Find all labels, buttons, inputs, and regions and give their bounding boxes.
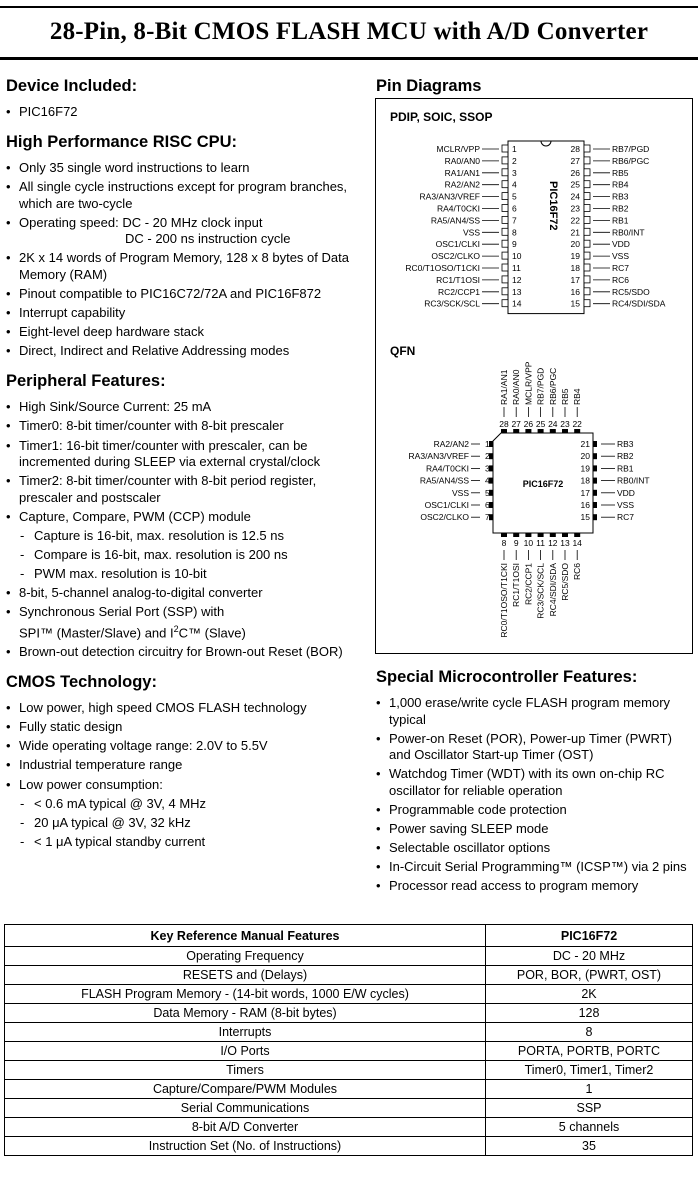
feature-cell: Instruction Set (No. of Instructions) bbox=[5, 1137, 486, 1156]
pin-pad bbox=[502, 264, 508, 271]
table-row bbox=[5, 985, 693, 1004]
pin-pad bbox=[502, 157, 508, 164]
column-header: Key Reference Manual Features bbox=[5, 925, 486, 947]
feature-cell: I/O Ports bbox=[5, 1042, 486, 1061]
pin-pad bbox=[502, 240, 508, 247]
pin-number: 21 bbox=[570, 227, 580, 238]
device-heading: Device Included: bbox=[6, 77, 138, 95]
pin-number: 2 bbox=[512, 155, 517, 166]
pin-pad bbox=[525, 533, 531, 537]
pin-number: 13 bbox=[512, 286, 522, 297]
key-features-table bbox=[4, 924, 693, 1156]
pin-label-left: RA4/T0CKI bbox=[437, 203, 480, 214]
list-item: • Processor read access to program memory bbox=[376, 878, 694, 895]
pin-pad bbox=[502, 228, 508, 235]
pin-label-left: RA4/T0CKI bbox=[426, 463, 469, 474]
speed-line-2: DC - 200 ns instruction cycle bbox=[125, 231, 291, 247]
pin-label-left: RA1/AN1 bbox=[444, 167, 480, 178]
list-item: • Brown-out detection circuitry for Brown-out Reset (BOR) bbox=[6, 644, 366, 661]
pin-pad bbox=[584, 276, 590, 283]
list-item: • All single cycle instructions except for program branches, which are two-cycle bbox=[6, 179, 366, 212]
ssp-superscript: 2 bbox=[173, 623, 179, 634]
pin-number: 19 bbox=[570, 251, 580, 262]
pin-pad bbox=[584, 240, 590, 247]
pin-number: 14 bbox=[512, 298, 522, 309]
pin-number: 28 bbox=[499, 419, 509, 429]
list-subitem: - 20 μA typical @ 3V, 32 kHz bbox=[6, 815, 366, 832]
pin-pad bbox=[502, 216, 508, 223]
pin-pad bbox=[502, 181, 508, 188]
pin-label-left: RA5/AN4/SS bbox=[419, 475, 469, 486]
pin-pad bbox=[593, 502, 597, 508]
list-item: • Only 35 single word instructions to learn bbox=[6, 160, 366, 177]
pin-number: 3 bbox=[485, 463, 490, 474]
pin-label-right: VDD bbox=[612, 239, 630, 250]
cmos-heading: CMOS Technology: bbox=[6, 673, 157, 692]
table-row bbox=[5, 1118, 693, 1137]
pin-pad bbox=[584, 193, 590, 200]
list-item: • 8-bit, 5-channel analog-to-digital converter bbox=[6, 585, 366, 602]
pin-label-left: OSC2/CLKO bbox=[431, 251, 480, 262]
top-rule bbox=[0, 6, 698, 8]
list-item: • Power-on Reset (POR), Power-up Timer (PWRT) and Oscillator Start-up Timer (OST) bbox=[376, 731, 694, 764]
pin-number: 20 bbox=[570, 239, 580, 250]
feature-cell: RESETS and (Delays) bbox=[5, 966, 486, 985]
pin-pad bbox=[502, 252, 508, 259]
pin-pad bbox=[502, 145, 508, 152]
table-row bbox=[5, 1061, 693, 1080]
pin-number: 1 bbox=[512, 144, 517, 154]
package-label-dip: PDIP, SOIC, SSOP bbox=[390, 110, 493, 124]
pin-number: 11 bbox=[536, 538, 546, 548]
list-item: • Low power, high speed CMOS FLASH technology bbox=[6, 700, 366, 717]
pin-label-left: RC0/T1OSO/T1CKI bbox=[405, 263, 480, 273]
pin-number: 3 bbox=[512, 167, 517, 178]
pin-number: 20 bbox=[580, 451, 590, 462]
pin-number: 19 bbox=[580, 463, 590, 474]
pin-pad bbox=[502, 169, 508, 176]
pin-number: 25 bbox=[535, 419, 546, 429]
table-body bbox=[5, 947, 693, 1156]
pin-label-left: VSS bbox=[451, 487, 469, 498]
pin-number: 1 bbox=[485, 439, 490, 449]
pin-label-right: RB0/INT bbox=[617, 475, 650, 486]
pin-number: 11 bbox=[512, 263, 521, 273]
pin-number: 24 bbox=[570, 191, 580, 202]
list-item: • Eight-level deep hardware stack bbox=[6, 324, 366, 341]
pin-label-left: OSC2/CLKO bbox=[420, 512, 469, 523]
feature-cell: Capture/Compare/PWM Modules bbox=[5, 1080, 486, 1099]
pin-pad bbox=[562, 429, 568, 433]
pin-number: 14 bbox=[572, 538, 582, 548]
pin-number: 18 bbox=[570, 263, 580, 273]
pin-pad bbox=[584, 228, 590, 235]
pin-pad bbox=[502, 276, 508, 283]
chip-label: PIC16F72 bbox=[522, 479, 564, 489]
speed-line-1: Operating speed: DC - 20 MHz clock input bbox=[19, 214, 263, 230]
pin-label-left: RA3/AN3/VREF bbox=[419, 191, 480, 202]
pin-pad bbox=[502, 205, 508, 212]
pin-label-right: RB2 bbox=[612, 203, 629, 214]
pin-label-left: MCLR/VPP bbox=[436, 144, 480, 154]
pin-label-right: VSS bbox=[617, 500, 635, 510]
special-heading: Special Microcontroller Features: bbox=[376, 668, 638, 686]
pin-pad bbox=[538, 533, 544, 537]
pin-label-left: RA3/AN3/VREF bbox=[408, 451, 469, 462]
pin-label-left: RA2/AN2 bbox=[444, 179, 480, 190]
pin-label-right: VDD bbox=[617, 487, 635, 498]
pin-pad bbox=[550, 429, 556, 433]
list-item: • Low power consumption: bbox=[6, 777, 366, 794]
pin-number: 27 bbox=[570, 155, 580, 166]
list-item: • Watchdog Timer (WDT) with its own on-chip RC oscillator for reliable operation bbox=[376, 766, 694, 799]
list-item: • 1,000 erase/write cycle FLASH program memory typical bbox=[376, 695, 694, 728]
pin-label-right: RB1 bbox=[617, 463, 634, 474]
pin-number: 24 bbox=[548, 419, 558, 429]
value-cell: 8 bbox=[486, 1023, 693, 1042]
peripheral-heading: Peripheral Features: bbox=[6, 372, 166, 391]
pin-number: 7 bbox=[512, 215, 517, 226]
pin-number: 25 bbox=[570, 179, 580, 190]
pin-number: 5 bbox=[512, 191, 517, 202]
list-item: • Industrial temperature range bbox=[6, 757, 366, 774]
pin-label-right: RB0/INT bbox=[612, 227, 645, 238]
pin-pad bbox=[513, 533, 519, 537]
pin-number: 26 bbox=[570, 167, 580, 178]
pin-label-left: VSS bbox=[462, 227, 480, 238]
pin-number: 13 bbox=[560, 538, 570, 548]
pin-label-left: RA5/AN4/SS bbox=[430, 215, 480, 226]
pin-number: 26 bbox=[523, 419, 534, 429]
value-cell: 1 bbox=[486, 1080, 693, 1099]
list-item: • High Sink/Source Current: 25 mA bbox=[6, 399, 366, 416]
column-header: PIC16F72 bbox=[486, 925, 693, 947]
pin-label-top: RB7/PGD bbox=[535, 367, 546, 405]
risc-list bbox=[6, 160, 366, 360]
ssp-line-2a: SPI™ (Master/Slave) and I bbox=[19, 625, 174, 641]
table-row bbox=[5, 1099, 693, 1118]
pin-pad bbox=[513, 429, 519, 433]
pin-pad bbox=[584, 216, 590, 223]
pin-number: 22 bbox=[572, 419, 582, 429]
pin-pad bbox=[501, 429, 507, 433]
pin-label-top: RB4 bbox=[572, 388, 583, 405]
list-item: • Wide operating voltage range: 2.0V to 5.5V bbox=[6, 738, 366, 755]
pin-label-bottom: RC1/T1OSI bbox=[511, 563, 522, 607]
pin-number: 22 bbox=[570, 215, 580, 226]
pin-pad bbox=[584, 288, 590, 295]
pin-pad bbox=[502, 300, 508, 307]
pin-number: 12 bbox=[548, 538, 558, 548]
list-item: • Selectable oscillator options bbox=[376, 840, 694, 857]
value-cell: DC - 20 MHz bbox=[486, 947, 693, 966]
list-item: • 2K x 14 words of Program Memory, 128 x 8 bytes of Data Memory (RAM) bbox=[6, 250, 366, 283]
pin-number: 21 bbox=[580, 439, 590, 449]
feature-cell: Timers bbox=[5, 1061, 486, 1080]
value-cell: PORTA, PORTB, PORTC bbox=[486, 1042, 693, 1061]
peripheral-list bbox=[6, 399, 366, 660]
list-item bbox=[6, 215, 366, 248]
pin-number: 16 bbox=[580, 500, 590, 510]
pin-number: 28 bbox=[570, 144, 580, 154]
pin-label-right: RB2 bbox=[617, 451, 634, 462]
list-subitem: - PWM max. resolution is 10-bit bbox=[6, 566, 366, 583]
pin-label-left: OSC1/CLKI bbox=[435, 239, 480, 250]
pin-pad bbox=[584, 252, 590, 259]
pin-label-top: RB6/PGC bbox=[547, 367, 558, 405]
feature-cell: Serial Communications bbox=[5, 1099, 486, 1118]
pin-label-bottom: RC6 bbox=[572, 563, 583, 581]
pin-number: 10 bbox=[523, 538, 534, 548]
pin-label-bottom: RC4/SDI/SDA bbox=[547, 563, 558, 617]
pin-number: 16 bbox=[570, 286, 580, 297]
pin-pad bbox=[502, 288, 508, 295]
pin-label-right: RC6 bbox=[612, 274, 630, 285]
value-cell: POR, BOR, (PWRT, OST) bbox=[486, 966, 693, 985]
special-list bbox=[376, 695, 694, 895]
list-item bbox=[6, 604, 366, 641]
pin-label-right: RC7 bbox=[612, 263, 630, 273]
left-column bbox=[6, 76, 366, 853]
pin-pad bbox=[584, 264, 590, 271]
value-cell: 128 bbox=[486, 1004, 693, 1023]
pin-number: 18 bbox=[580, 475, 590, 486]
pin-pad bbox=[593, 490, 597, 496]
pin-pad bbox=[502, 193, 508, 200]
pin-pad bbox=[584, 205, 590, 212]
pin-number: 12 bbox=[512, 274, 522, 285]
title-rule bbox=[0, 57, 698, 60]
pin-number: 2 bbox=[485, 451, 490, 462]
feature-cell: FLASH Program Memory - (14-bit words, 1000 E/W cycles) bbox=[5, 985, 486, 1004]
table-row bbox=[5, 1080, 693, 1099]
feature-cell: Operating Frequency bbox=[5, 947, 486, 966]
pin-number: 23 bbox=[570, 203, 580, 214]
pin-number: 8 bbox=[512, 227, 517, 238]
list-item: • PIC16F72 bbox=[6, 104, 366, 121]
list-item: • Pinout compatible to PIC16C72/72A and PIC16F872 bbox=[6, 286, 366, 303]
table-row bbox=[5, 966, 693, 985]
table-header-row bbox=[5, 925, 693, 947]
table-row bbox=[5, 1023, 693, 1042]
pin-label-bottom: RC0/T1OSO/T1CKI bbox=[499, 563, 509, 638]
pin-diagram-svg bbox=[376, 99, 692, 653]
qfn-package bbox=[409, 361, 650, 637]
device-list bbox=[6, 104, 366, 121]
list-item: • Capture, Compare, PWM (CCP) module bbox=[6, 509, 366, 526]
pin-label-bottom: RC5/SDO bbox=[560, 563, 570, 601]
list-subitem: - < 1 μA typical standby current bbox=[6, 834, 366, 851]
pin-label-left: RA0/AN0 bbox=[444, 155, 480, 166]
pin-label-right: RC7 bbox=[617, 512, 635, 523]
table-row bbox=[5, 1004, 693, 1023]
pin-pad bbox=[584, 300, 590, 307]
value-cell: Timer0, Timer1, Timer2 bbox=[486, 1061, 693, 1080]
list-item: • Power saving SLEEP mode bbox=[376, 821, 694, 838]
pin-label-left: RC2/CCP1 bbox=[437, 286, 480, 297]
pin-label-right: RC5/SDO bbox=[612, 286, 650, 297]
list-item: • Fully static design bbox=[6, 719, 366, 736]
list-item: • Programmable code protection bbox=[376, 802, 694, 819]
list-item: • Interrupt capability bbox=[6, 305, 366, 322]
pin-label-right: RB6/PGC bbox=[612, 155, 650, 166]
list-item: • Timer1: 16-bit timer/counter with prescaler, can be incremented during SLEEP via external crystal/clock bbox=[6, 438, 366, 471]
feature-cell: Interrupts bbox=[5, 1023, 486, 1042]
pin-pad bbox=[584, 181, 590, 188]
list-item: • In-Circuit Serial Programming™ (ICSP™) via 2 pins bbox=[376, 859, 694, 876]
pin-pad bbox=[593, 514, 597, 520]
cmos-list bbox=[6, 700, 366, 850]
pin-label-right: RB1 bbox=[612, 215, 629, 226]
pin-label-left: RC1/T1OSI bbox=[436, 274, 480, 285]
list-item: • Direct, Indirect and Relative Addressing modes bbox=[6, 343, 366, 360]
pin-label-right: RB3 bbox=[617, 439, 634, 449]
feature-cell: Data Memory - RAM (8-bit bytes) bbox=[5, 1004, 486, 1023]
pin-number: 4 bbox=[485, 475, 490, 486]
value-cell: 2K bbox=[486, 985, 693, 1004]
pin-label-left: RA2/AN2 bbox=[433, 439, 469, 449]
pin-pad bbox=[501, 533, 507, 537]
pin-pad bbox=[562, 533, 568, 537]
pin-number: 10 bbox=[512, 251, 522, 262]
pin-number: 6 bbox=[485, 500, 490, 510]
pin-number: 4 bbox=[512, 179, 517, 190]
pin-label-top: RB5 bbox=[560, 388, 570, 405]
pin-label-bottom: RC3/SCK/SCL bbox=[535, 563, 546, 619]
chip-label: PIC16F72 bbox=[547, 181, 559, 231]
pin-number: 15 bbox=[580, 512, 590, 523]
value-cell: SSP bbox=[486, 1099, 693, 1118]
pin-pad bbox=[593, 453, 597, 459]
list-item: • Timer0: 8-bit timer/counter with 8-bit prescaler bbox=[6, 418, 366, 435]
pin-pad bbox=[550, 533, 556, 537]
special-features bbox=[376, 667, 694, 897]
ssp-line-1: Synchronous Serial Port (SSP) with bbox=[19, 604, 225, 620]
list-item: • Timer2: 8-bit timer/counter with 8-bit period register, prescaler and postscaler bbox=[6, 473, 366, 506]
pin-pad bbox=[574, 533, 580, 537]
pin-pad bbox=[538, 429, 544, 433]
table-row bbox=[5, 1042, 693, 1061]
list-subitem: - < 0.6 mA typical @ 3V, 4 MHz bbox=[6, 796, 366, 813]
pin-label-right: RB3 bbox=[612, 191, 629, 202]
pin-label-top: RA0/AN0 bbox=[511, 369, 522, 405]
pin-number: 17 bbox=[570, 274, 580, 285]
table-row bbox=[5, 1137, 693, 1156]
pin-diagrams-heading: Pin Diagrams bbox=[376, 77, 482, 95]
pin-label-right: RB4 bbox=[612, 179, 629, 190]
pin-label-bottom: RC2/CCP1 bbox=[523, 563, 534, 606]
pin-diagram-box bbox=[375, 98, 693, 654]
pin-number: 9 bbox=[512, 239, 517, 250]
pin-pad bbox=[593, 441, 597, 447]
pin-pad bbox=[584, 157, 590, 164]
pin-number: 17 bbox=[580, 487, 590, 498]
pin-number: 7 bbox=[485, 512, 490, 523]
pin-number: 15 bbox=[570, 298, 580, 309]
pin-number: 23 bbox=[560, 419, 570, 429]
pin-label-right: RB5 bbox=[612, 167, 629, 178]
pin-pad bbox=[584, 145, 590, 152]
dip-package bbox=[405, 141, 665, 314]
pin-number: 6 bbox=[512, 203, 517, 214]
page-title: 28-Pin, 8-Bit CMOS FLASH MCU with A/D Converter bbox=[49, 18, 649, 45]
table-row bbox=[5, 947, 693, 966]
pin-pad bbox=[593, 478, 597, 484]
feature-cell: 8-bit A/D Converter bbox=[5, 1118, 486, 1137]
pin-label-top: MCLR/VPP bbox=[523, 361, 534, 405]
pin-pad bbox=[574, 429, 580, 433]
pin-number: 27 bbox=[511, 419, 521, 429]
pin-number: 9 bbox=[513, 538, 519, 548]
package-label-qfn: QFN bbox=[390, 344, 416, 358]
pin-label-left: RC3/SCK/SCL bbox=[424, 298, 480, 309]
pin-label-right: RC4/SDI/SDA bbox=[612, 298, 666, 309]
pin-number: 5 bbox=[485, 487, 490, 498]
ssp-line-2b: C™ (Slave) bbox=[178, 625, 246, 641]
pin-label-top: RA1/AN1 bbox=[499, 369, 509, 405]
pin-pad bbox=[584, 169, 590, 176]
pin-label-right: VSS bbox=[612, 251, 630, 262]
value-cell: 5 channels bbox=[486, 1118, 693, 1137]
pin-number: 8 bbox=[501, 538, 507, 548]
pin-label-left: OSC1/CLKI bbox=[424, 500, 469, 510]
pin-pad bbox=[525, 429, 531, 433]
list-subitem: - Capture is 16-bit, max. resolution is 12.5 ns bbox=[6, 528, 366, 545]
list-subitem: - Compare is 16-bit, max. resolution is 200 ns bbox=[6, 547, 366, 564]
pin-label-right: RB7/PGD bbox=[612, 144, 650, 154]
pin-pad bbox=[593, 465, 597, 471]
value-cell: 35 bbox=[486, 1137, 693, 1156]
risc-heading: High Performance RISC CPU: bbox=[6, 133, 238, 152]
